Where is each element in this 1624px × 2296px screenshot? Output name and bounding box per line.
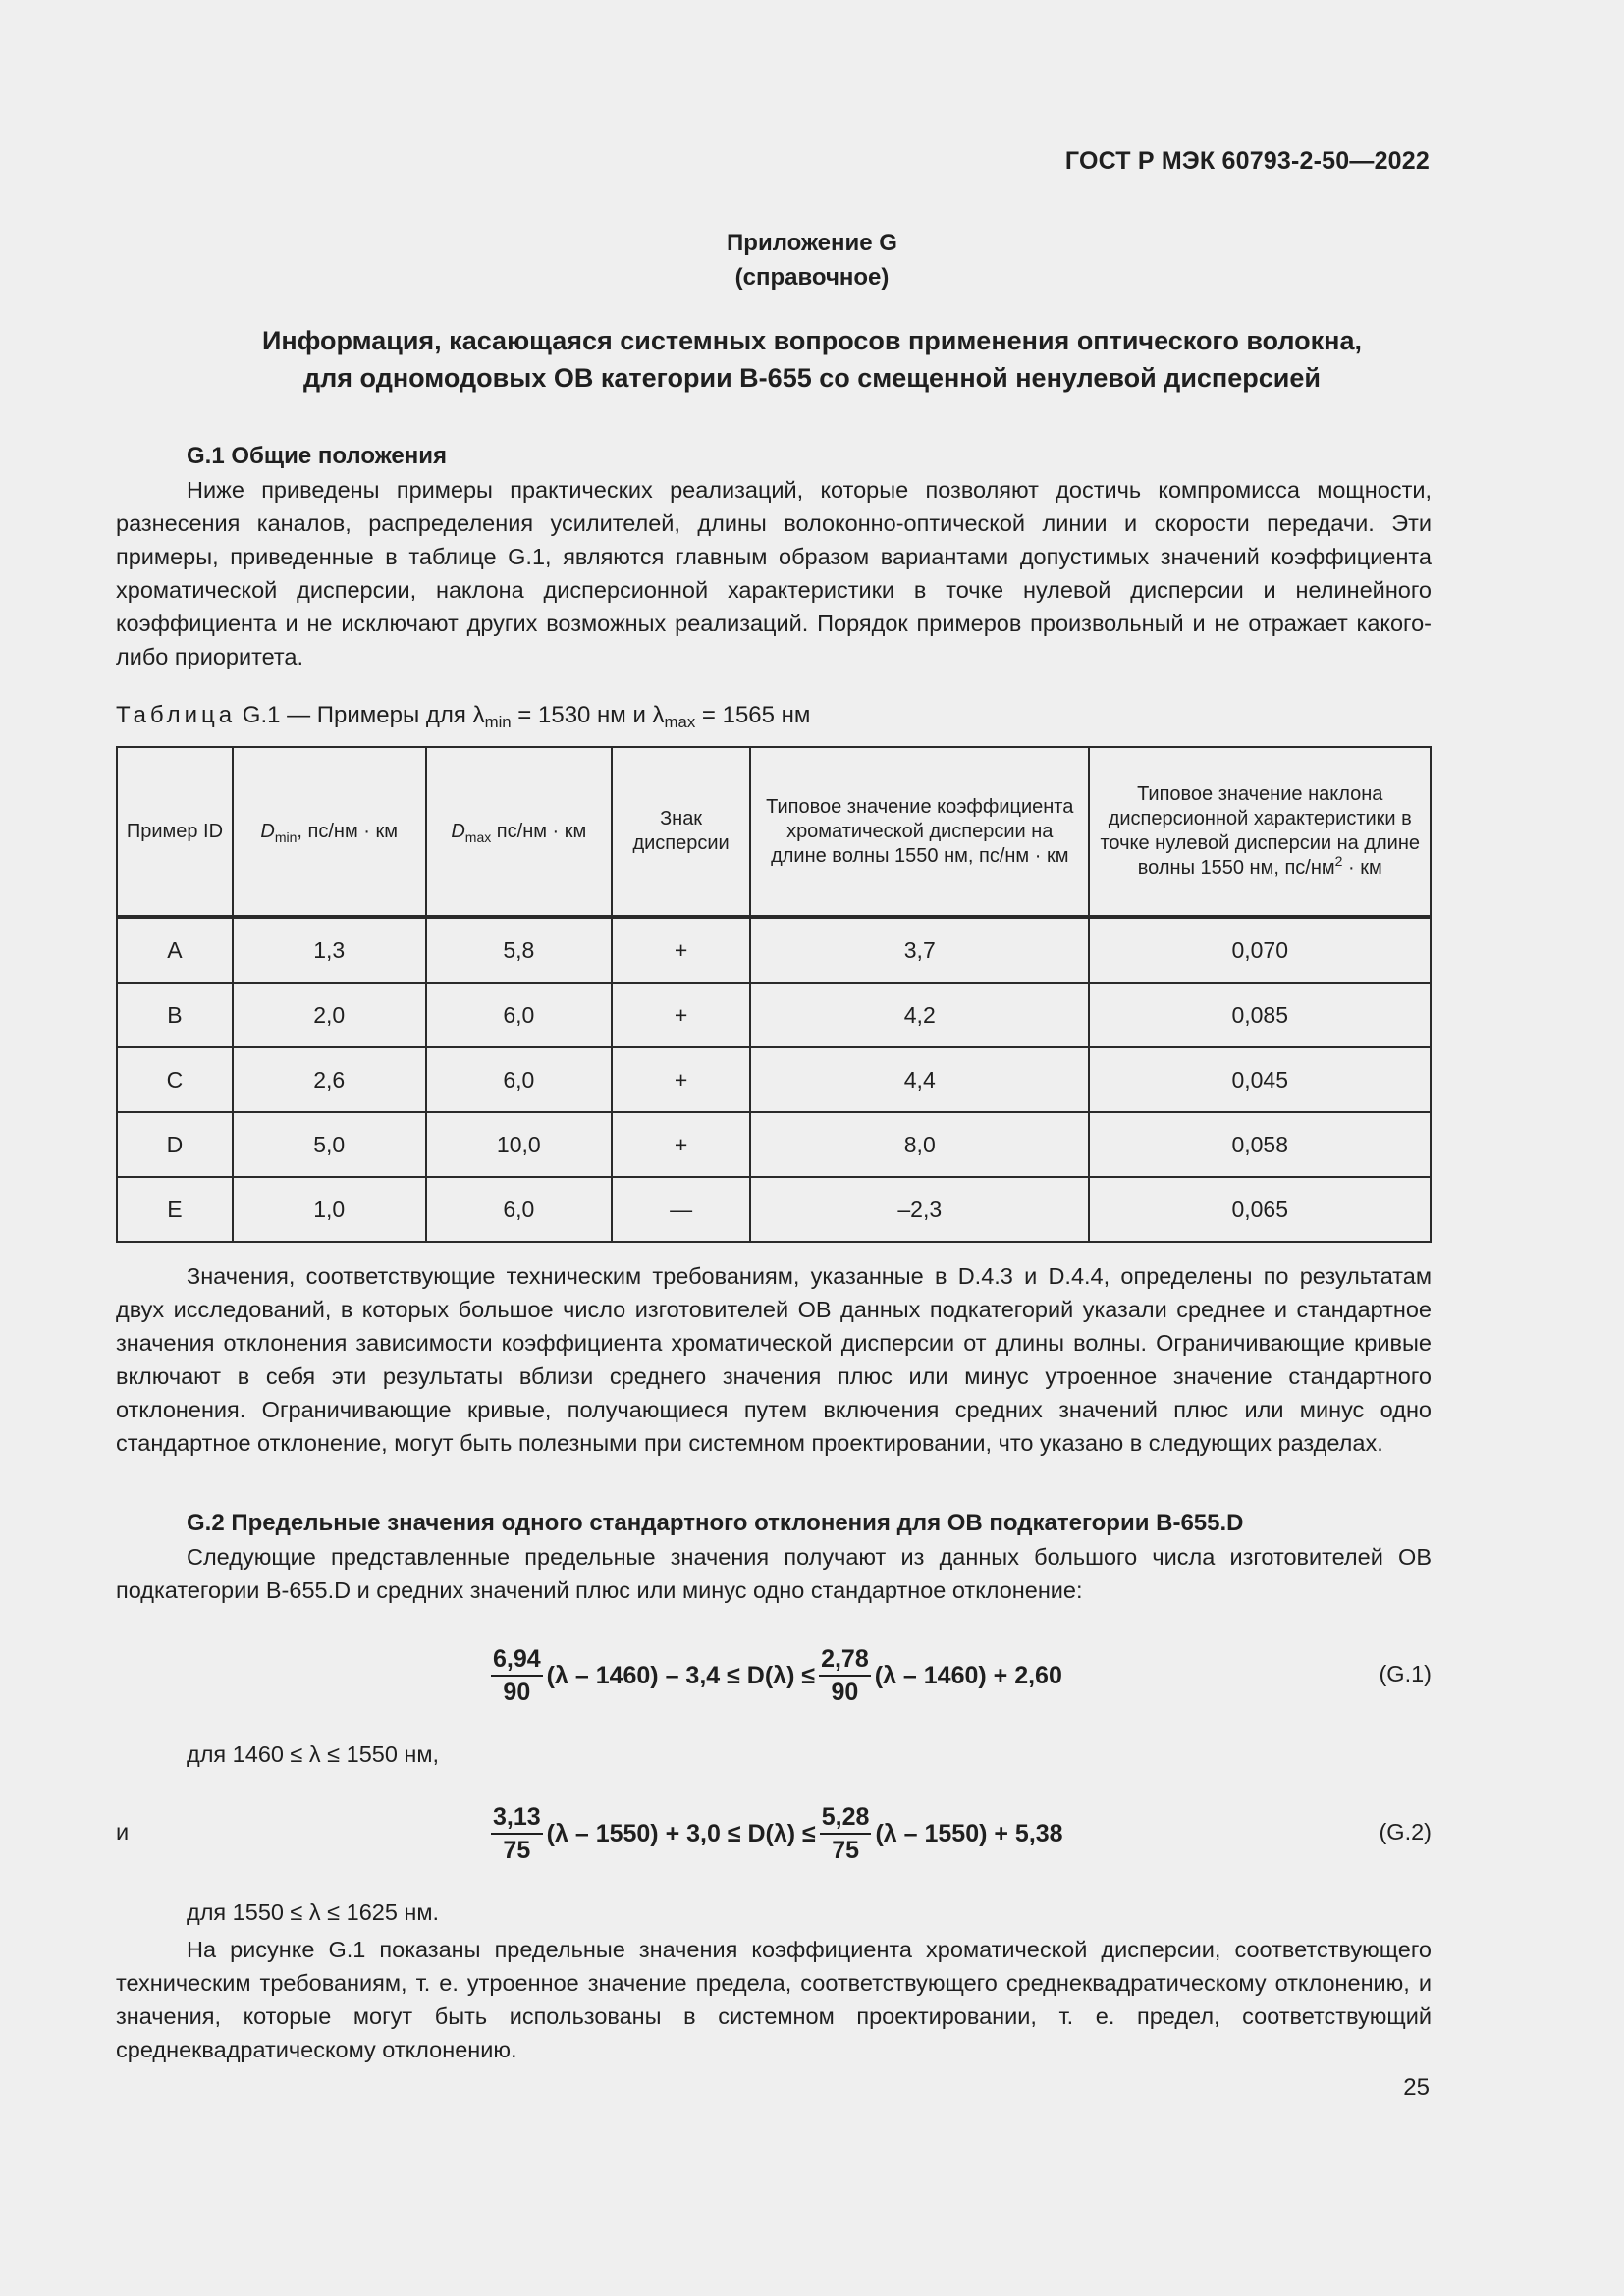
- cell-id: D: [117, 1112, 233, 1177]
- table-row: [117, 917, 1431, 983]
- cell-dmax: 6,0: [426, 1177, 613, 1242]
- cell-dmin: 1,3: [233, 917, 426, 983]
- header-typical-slope-tail: · км: [1342, 857, 1382, 879]
- annex-title-block: [0, 226, 1624, 294]
- annex-title: Приложение G: [727, 230, 897, 256]
- section-g2: [116, 1507, 1432, 1607]
- section-g1-paragraph-2: Значения, соответствующие техническим требованиям, указанные в D.4.3 и D.4.4, определены по результатам двух исследований, в которых большое число изготовителей ОВ данных подкатегорий указали среднее и стандартное значения отклонения зависимости коэффициента хроматической дисперсии от длины волны. Ограничивающие кривые включают в себя эти результаты вблизи среднего значения плюс или минус утроенное значение стандартного отклонения. Ограничивающие кривые, получающиеся путем включения средних значений плюс или минус одно стандартное отклонение, могут быть полезными при системном проектировании, что указано в следующих разделах.: [116, 1263, 1432, 1456]
- cell-dmin: 5,0: [233, 1112, 426, 1177]
- formula-g1-middle: (λ – 1460) – 3,4 ≤ D(λ) ≤: [546, 1661, 816, 1689]
- table-caption-sub-max: max: [664, 713, 696, 731]
- cell-slope: 0,085: [1089, 983, 1431, 1047]
- formula-g2-fraction-1: [491, 1803, 543, 1864]
- section-g2-heading: G.2 Предельные значения одного стандартного отклонения для ОВ подкатегории B-655.D: [187, 1510, 1244, 1536]
- main-title-line-1: Информация, касающаяся системных вопросов применения оптического волокна,: [261, 326, 1363, 355]
- formula-g1-range: для 1460 ≤ λ ≤ 1550 нм,: [187, 1741, 440, 1767]
- formula-and-word: и: [116, 1819, 130, 1844]
- header-dmin-sub: min: [274, 828, 298, 845]
- section-g1: [116, 440, 1432, 673]
- cell-dmax: 5,8: [426, 917, 613, 983]
- cell-coefficient: –2,3: [750, 1177, 1089, 1242]
- header-dmax-unit: пс/нм · км: [491, 820, 587, 842]
- cell-sign: +: [612, 1047, 750, 1112]
- main-title: [0, 322, 1624, 397]
- cell-dmin: 2,0: [233, 983, 426, 1047]
- section-g2-continuation: [116, 1933, 1432, 2066]
- section-g1-heading: G.1 Общие положения: [187, 443, 447, 469]
- section-g1-continuation: [116, 1259, 1432, 1460]
- header-typical-slope-text: Типовое значение наклона дисперсионной характеристики в точке нулевой дисперсии на длине волны 1550 нм, пс/нм: [1100, 783, 1421, 879]
- formula-g2-tail: (λ – 1550) + 5,38: [875, 1819, 1063, 1847]
- formula-g2-numerator-2: 5,28: [820, 1803, 872, 1835]
- section-g2-paragraph-1: Следующие представленные предельные значения получают из данных большого числа изготовителей ОВ подкатегории B-655.D и средних значений плюс или минус одно стандартное отклонение:: [116, 1544, 1432, 1603]
- table-caption-word: Таблица: [116, 702, 237, 728]
- table-row: [117, 1177, 1431, 1242]
- formula-g2: [0, 1803, 1624, 1872]
- cell-sign: —: [612, 1177, 750, 1242]
- table-caption-part-1: G.1 — Примеры для λ: [242, 702, 485, 728]
- annex-type: (справочное): [734, 264, 890, 291]
- formula-g1-numerator-2: 2,78: [819, 1645, 871, 1677]
- formula-g1-numerator-1: 6,94: [491, 1645, 543, 1677]
- cell-sign: +: [612, 1112, 750, 1177]
- header-typical-slope: [1089, 747, 1431, 917]
- cell-slope: 0,070: [1089, 917, 1431, 983]
- cell-dmax: 6,0: [426, 1047, 613, 1112]
- examples-table: [116, 746, 1432, 1243]
- table-row: [117, 1047, 1431, 1112]
- section-g1-paragraph-1: Ниже приведены примеры практических реализаций, которые позволяют достичь компромисса мощности, разнесения каналов, распределения усилителей, длины волоконно-оптической линии и скорости передачи. Эти примеры, приведенные в таблице G.1, являются главным образом вариантами допустимых значений коэффициента хроматической дисперсии, наклона дисперсионной характеристики в точке нулевой дисперсии и нелинейного коэффициента и не исключают других возможных реализаций. Порядок примеров произвольный и не отражает какого-либо приоритета.: [116, 477, 1432, 669]
- cell-slope: 0,065: [1089, 1177, 1431, 1242]
- formula-g1: [0, 1645, 1624, 1714]
- table-caption-part-2: = 1530 нм и λ: [511, 702, 665, 728]
- cell-coefficient: 4,4: [750, 1047, 1089, 1112]
- header-dmin-symbol: D: [260, 820, 275, 842]
- cell-dmax: 10,0: [426, 1112, 613, 1177]
- cell-slope: 0,045: [1089, 1047, 1431, 1112]
- formula-g1-denominator-1: 90: [503, 1679, 531, 1706]
- cell-coefficient: 4,2: [750, 983, 1089, 1047]
- standard-number: ГОСТ Р МЭК 60793-2-50—2022: [1064, 147, 1430, 175]
- cell-id: E: [117, 1177, 233, 1242]
- header-typical-slope-sup: 2: [1334, 853, 1343, 869]
- formula-g2-range: для 1550 ≤ λ ≤ 1625 нм.: [187, 1899, 440, 1925]
- cell-id: A: [117, 917, 233, 983]
- formula-g1-fraction-2: [819, 1645, 871, 1706]
- formula-g2-fraction-2: [820, 1803, 872, 1864]
- formula-g2-numerator-1: 3,13: [491, 1803, 543, 1835]
- formula-g1-label: (G.1): [1379, 1661, 1432, 1686]
- formula-g2-body: [487, 1803, 1063, 1864]
- table-caption-sub-min: min: [484, 713, 512, 731]
- header-dmin-unit: , пс/нм · км: [297, 820, 398, 842]
- header-dmax-sub: max: [464, 828, 492, 845]
- cell-dmin: 1,0: [233, 1177, 426, 1242]
- header-dispersion-sign: Знак дисперсии: [612, 747, 750, 917]
- cell-sign: +: [612, 983, 750, 1047]
- table-header-row: [117, 747, 1431, 917]
- header-dmax: [426, 747, 613, 917]
- formula-g2-middle: (λ – 1550) + 3,0 ≤ D(λ) ≤: [546, 1819, 816, 1847]
- formula-g1-denominator-2: 90: [831, 1679, 859, 1706]
- formula-g2-denominator-1: 75: [503, 1837, 531, 1864]
- page-number: 25: [1403, 2074, 1430, 2101]
- formula-g1-body: [487, 1645, 1062, 1706]
- header-typical-coefficient: Типовое значение коэффициента хроматической дисперсии на длине волны 1550 нм, пс/нм · км: [750, 747, 1089, 917]
- section-g2-paragraph-2: На рисунке G.1 показаны предельные значения коэффициента хроматической дисперсии, соответствующего техническим требованиям, т. е. утроенное значение предела, соответствующего среднеквадратическому отклонению, и значения, которые могут быть использованы в системном проектировании, т. е. предел, соответствующий среднеквадратическому отклонению.: [116, 1937, 1432, 2062]
- cell-sign: +: [612, 917, 750, 983]
- formula-g1-tail: (λ – 1460) + 2,60: [874, 1661, 1062, 1689]
- main-title-line-2: для одномодовых ОВ категории B-655 со смещенной ненулевой дисперсией: [303, 363, 1321, 393]
- header-dmax-symbol: D: [451, 820, 465, 842]
- cell-id: B: [117, 983, 233, 1047]
- cell-dmin: 2,6: [233, 1047, 426, 1112]
- table-caption-part-3: = 1565 нм: [695, 702, 811, 728]
- cell-dmax: 6,0: [426, 983, 613, 1047]
- cell-slope: 0,058: [1089, 1112, 1431, 1177]
- formula-g1-fraction-1: [491, 1645, 543, 1706]
- formula-g2-denominator-2: 75: [832, 1837, 860, 1864]
- header-example-id: Пример ID: [117, 747, 233, 917]
- formula-g2-label: (G.2): [1379, 1819, 1432, 1844]
- table-row: [117, 1112, 1431, 1177]
- table-caption: [116, 702, 810, 729]
- header-dmin: [233, 747, 426, 917]
- cell-coefficient: 8,0: [750, 1112, 1089, 1177]
- cell-id: C: [117, 1047, 233, 1112]
- table-row: [117, 983, 1431, 1047]
- cell-coefficient: 3,7: [750, 917, 1089, 983]
